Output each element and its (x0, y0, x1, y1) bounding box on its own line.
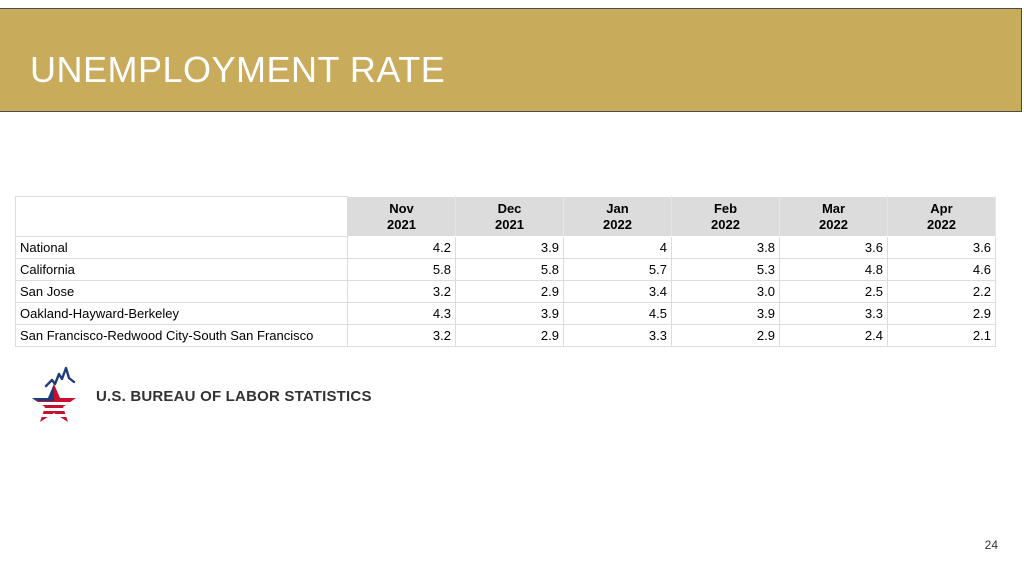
row-label: San Jose (16, 281, 348, 303)
rate-cell: 3.8 (672, 237, 780, 259)
bls-star-icon (28, 366, 88, 428)
column-header: Nov 2021 (348, 197, 456, 237)
rate-cell: 3.6 (888, 237, 996, 259)
column-header: Jan 2022 (564, 197, 672, 237)
rate-cell: 2.2 (888, 281, 996, 303)
rate-cell: 4.5 (564, 303, 672, 325)
bls-logo (28, 366, 388, 428)
row-label: California (16, 259, 348, 281)
rate-cell: 2.5 (780, 281, 888, 303)
column-header: Feb 2022 (672, 197, 780, 237)
rate-cell: 3.4 (564, 281, 672, 303)
row-label: Oakland-Hayward-Berkeley (16, 303, 348, 325)
rate-cell: 4.6 (888, 259, 996, 281)
rate-cell: 2.4 (780, 325, 888, 347)
table-row (16, 281, 996, 303)
header-corner-cell (16, 197, 348, 237)
rate-cell: 4.3 (348, 303, 456, 325)
rate-cell: 5.8 (456, 259, 564, 281)
row-label: San Francisco-Redwood City-South San Francisco (16, 325, 348, 347)
rate-cell: 2.9 (672, 325, 780, 347)
page-number: 24 (984, 538, 998, 552)
rate-cell: 3.9 (456, 303, 564, 325)
column-header: Apr 2022 (888, 197, 996, 237)
rate-cell: 4.2 (348, 237, 456, 259)
table-row (16, 259, 996, 281)
rate-cell: 5.3 (672, 259, 780, 281)
rate-cell: 3.3 (564, 325, 672, 347)
slide-title: UNEMPLOYMENT RATE (30, 49, 446, 90)
rate-cell: 3.6 (780, 237, 888, 259)
column-header: Dec 2021 (456, 197, 564, 237)
table-row (16, 237, 996, 259)
rate-cell: 3.0 (672, 281, 780, 303)
rate-cell: 3.9 (456, 237, 564, 259)
row-label: National (16, 237, 348, 259)
unemployment-table (15, 196, 996, 347)
table-header-row (16, 197, 996, 237)
rate-cell: 5.7 (564, 259, 672, 281)
rate-cell: 3.2 (348, 325, 456, 347)
rate-cell: 4 (564, 237, 672, 259)
column-header: Mar 2022 (780, 197, 888, 237)
rate-cell: 3.3 (780, 303, 888, 325)
rate-cell: 2.1 (888, 325, 996, 347)
rate-cell: 3.2 (348, 281, 456, 303)
table-row (16, 303, 996, 325)
rate-cell: 2.9 (456, 281, 564, 303)
rate-cell: 2.9 (456, 325, 564, 347)
bls-logo-text: U.S. BUREAU OF LABOR STATISTICS (96, 388, 372, 405)
rate-cell: 5.8 (348, 259, 456, 281)
rate-cell: 3.9 (672, 303, 780, 325)
rate-cell: 4.8 (780, 259, 888, 281)
rate-cell: 2.9 (888, 303, 996, 325)
table-row (16, 325, 996, 347)
